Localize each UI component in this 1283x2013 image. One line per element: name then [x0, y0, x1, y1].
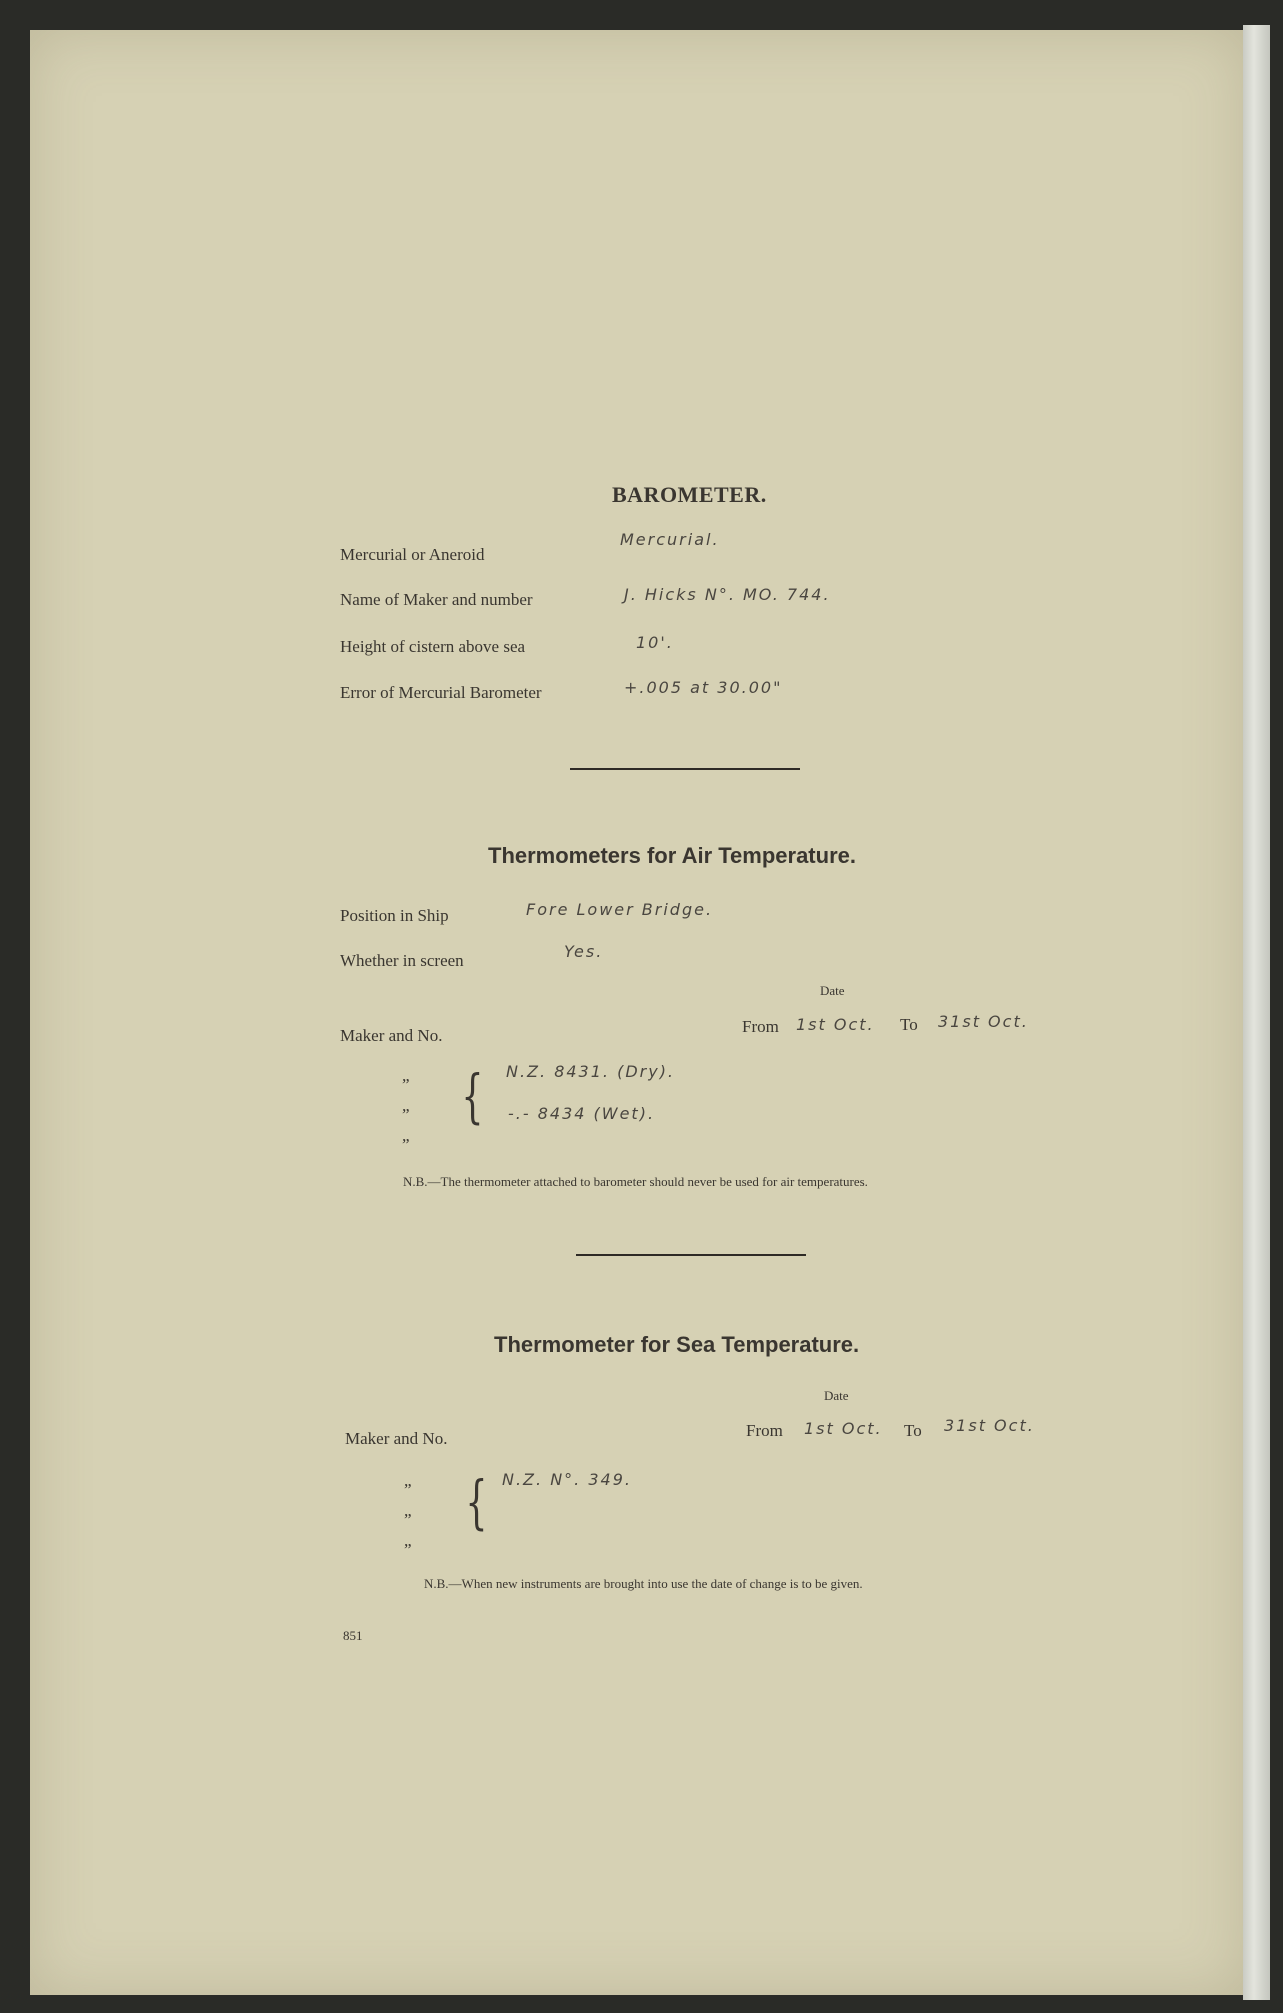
air-from-label: From	[742, 1017, 779, 1036]
sea-from-value: 1st Oct.	[804, 1419, 883, 1438]
section-divider	[570, 768, 800, 770]
air-position-value: Fore Lower Bridge.	[526, 900, 714, 919]
barometer-maker-value: J. Hicks N°. MO. 744.	[624, 585, 831, 604]
air-screen-value: Yes.	[564, 942, 604, 961]
sea-date-label: Date	[824, 1388, 849, 1403]
barometer-height-value: 10'.	[636, 633, 674, 652]
sea-maker-label: Maker and No.	[345, 1429, 448, 1448]
air-to-label: To	[900, 1015, 918, 1034]
barometer-height-label: Height of cistern above sea	[340, 637, 526, 656]
sea-thermometer-entry: N.Z. N°. 349.	[502, 1470, 632, 1489]
ditto-mark: ”	[404, 1480, 412, 1499]
ditto-mark: ”	[404, 1510, 412, 1529]
sea-note: N.B.—When new instruments are brought into use the date of change is to be given.	[424, 1576, 863, 1591]
air-date-label: Date	[820, 983, 845, 998]
sea-from-label: From	[746, 1421, 783, 1440]
section-divider	[576, 1254, 806, 1256]
sea-to-label: To	[904, 1421, 922, 1440]
air-maker-label: Maker and No.	[340, 1026, 443, 1045]
barometer-error-label: Error of Mercurial Barometer	[340, 683, 542, 702]
ditto-mark: ”	[402, 1075, 410, 1094]
air-note: N.B.—The thermometer attached to barometer should never be used for air temperatures.	[403, 1174, 868, 1189]
air-to-value: 31st Oct.	[938, 1012, 1029, 1031]
barometer-heading: BAROMETER.	[612, 482, 767, 507]
brace-symbol: {	[465, 1468, 488, 1536]
air-heading: Thermometers for Air Temperature.	[488, 843, 856, 868]
air-thermometer-entry: -.- 8434 (Wet).	[508, 1104, 656, 1123]
ditto-mark: ”	[404, 1540, 412, 1559]
ditto-mark: ”	[402, 1135, 410, 1154]
sea-heading: Thermometer for Sea Temperature.	[494, 1332, 860, 1357]
barometer-type-label: Mercurial or Aneroid	[340, 545, 485, 564]
barometer-type-value: Mercurial.	[620, 530, 720, 549]
sea-to-value: 31st Oct.	[944, 1416, 1035, 1435]
ditto-mark: ”	[402, 1105, 410, 1124]
air-screen-label: Whether in screen	[340, 951, 464, 970]
barometer-maker-label: Name of Maker and number	[340, 590, 533, 609]
brace-symbol: {	[461, 1062, 484, 1130]
air-thermometer-entry: N.Z. 8431. (Dry).	[506, 1062, 676, 1081]
form-number: 851	[343, 1628, 363, 1643]
binding-edge	[1243, 25, 1270, 2000]
document-page	[30, 30, 1245, 1995]
barometer-error-value: +.005 at 30.00"	[624, 678, 783, 697]
air-position-label: Position in Ship	[340, 906, 449, 925]
air-from-value: 1st Oct.	[796, 1015, 875, 1034]
